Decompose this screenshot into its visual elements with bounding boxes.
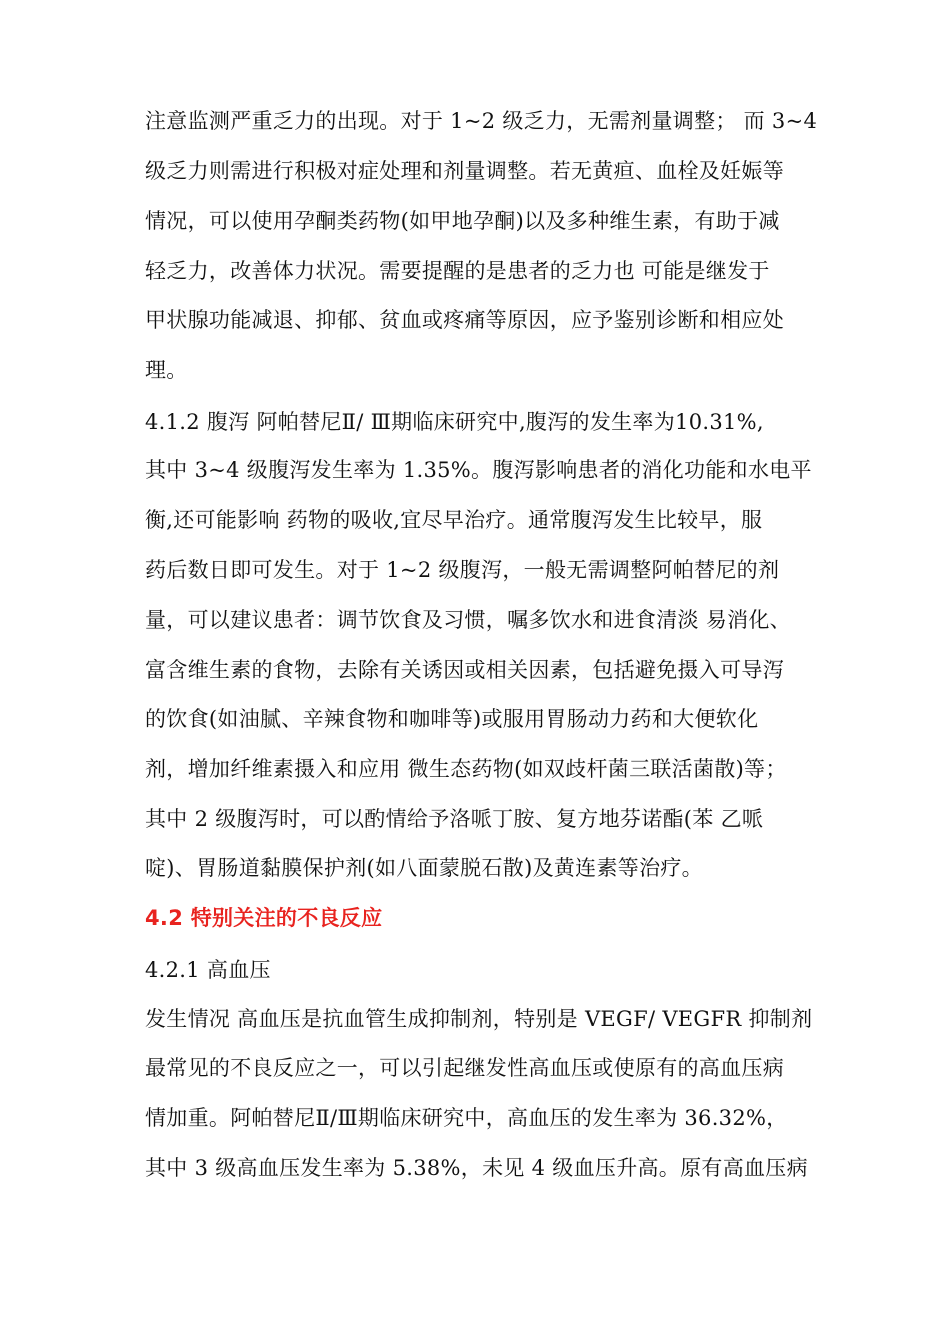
paragraph-line: 其中 3~4 级腹泻发生率为 1.35%。腹泻影响患者的消化功能和水电平 [145,458,812,482]
paragraph-line: 情加重。阿帕替尼Ⅱ/Ⅲ期临床研究中，高血压的发生率为 36.32%， [145,1106,788,1130]
paragraph-line: 啶)、胃肠道黏膜保护剂(如八面蒙脱石散)及黄连素等治疗。 [145,856,703,880]
paragraph-line: 情况，可以使用孕酮类药物(如甲地孕酮)以及多种维生素，有助于减 [145,209,780,233]
subsection-heading: 4.2.1 高血压 [145,958,271,982]
paragraph-line: 甲状腺功能减退、抑郁、贫血或疼痛等原因，应予鉴别诊断和相应处 [145,308,784,332]
paragraph-line: 药后数日即可发生。对于 1~2 级腹泻，一般无需调整阿帕替尼的剂 [145,558,780,582]
paragraph-line: 4.1.2 腹泻 阿帕替尼Ⅱ/ Ⅲ期临床研究中,腹泻的发生率为10.31%, [145,410,764,434]
paragraph-line: 最常见的不良反应之一，可以引起继发性高血压或使原有的高血压病 [145,1056,784,1080]
paragraph-line: 衡,还可能影响 药物的吸收,宜尽早治疗。通常腹泻发生比较早，服 [145,508,763,532]
paragraph-line: 级乏力则需进行积极对症处理和剂量调整。若无黄疸、血栓及妊娠等 [145,159,784,183]
paragraph-line: 富含维生素的食物，去除有关诱因或相关因素，包括避免摄入可导泻 [145,658,784,682]
paragraph-line: 轻乏力，改善体力状况。需要提醒的是患者的乏力也 可能是继发于 [145,259,770,283]
paragraph-line: 量，可以建议患者：调节饮食及习惯，嘱多饮水和进食清淡 易消化、 [145,608,791,632]
paragraph-line: 剂，增加纤维素摄入和应用 微生态药物(如双歧杆菌三联活菌散)等； [145,757,787,781]
paragraph-line: 注意监测严重乏力的出现。对于 1~2 级乏力，无需剂量调整； 而 3~4 [145,109,818,133]
paragraph-line: 的饮食(如油腻、辛辣食物和咖啡等)或服用胃肠动力药和大便软化 [145,707,759,731]
paragraph-line: 其中 2 级腹泻时，可以酌情给予洛哌丁胺、复方地芬诺酯(苯 乙哌 [145,807,764,831]
paragraph-line: 理。 [145,358,188,382]
section-heading: 4.2 特别关注的不良反应 [145,906,383,930]
paragraph-line: 发生情况 高血压是抗血管生成抑制剂，特别是 VEGF/ VEGFR 抑制剂 [145,1007,813,1031]
paragraph-line: 其中 3 级高血压发生率为 5.38%，未见 4 级血压升高。原有高血压病 [145,1156,808,1180]
